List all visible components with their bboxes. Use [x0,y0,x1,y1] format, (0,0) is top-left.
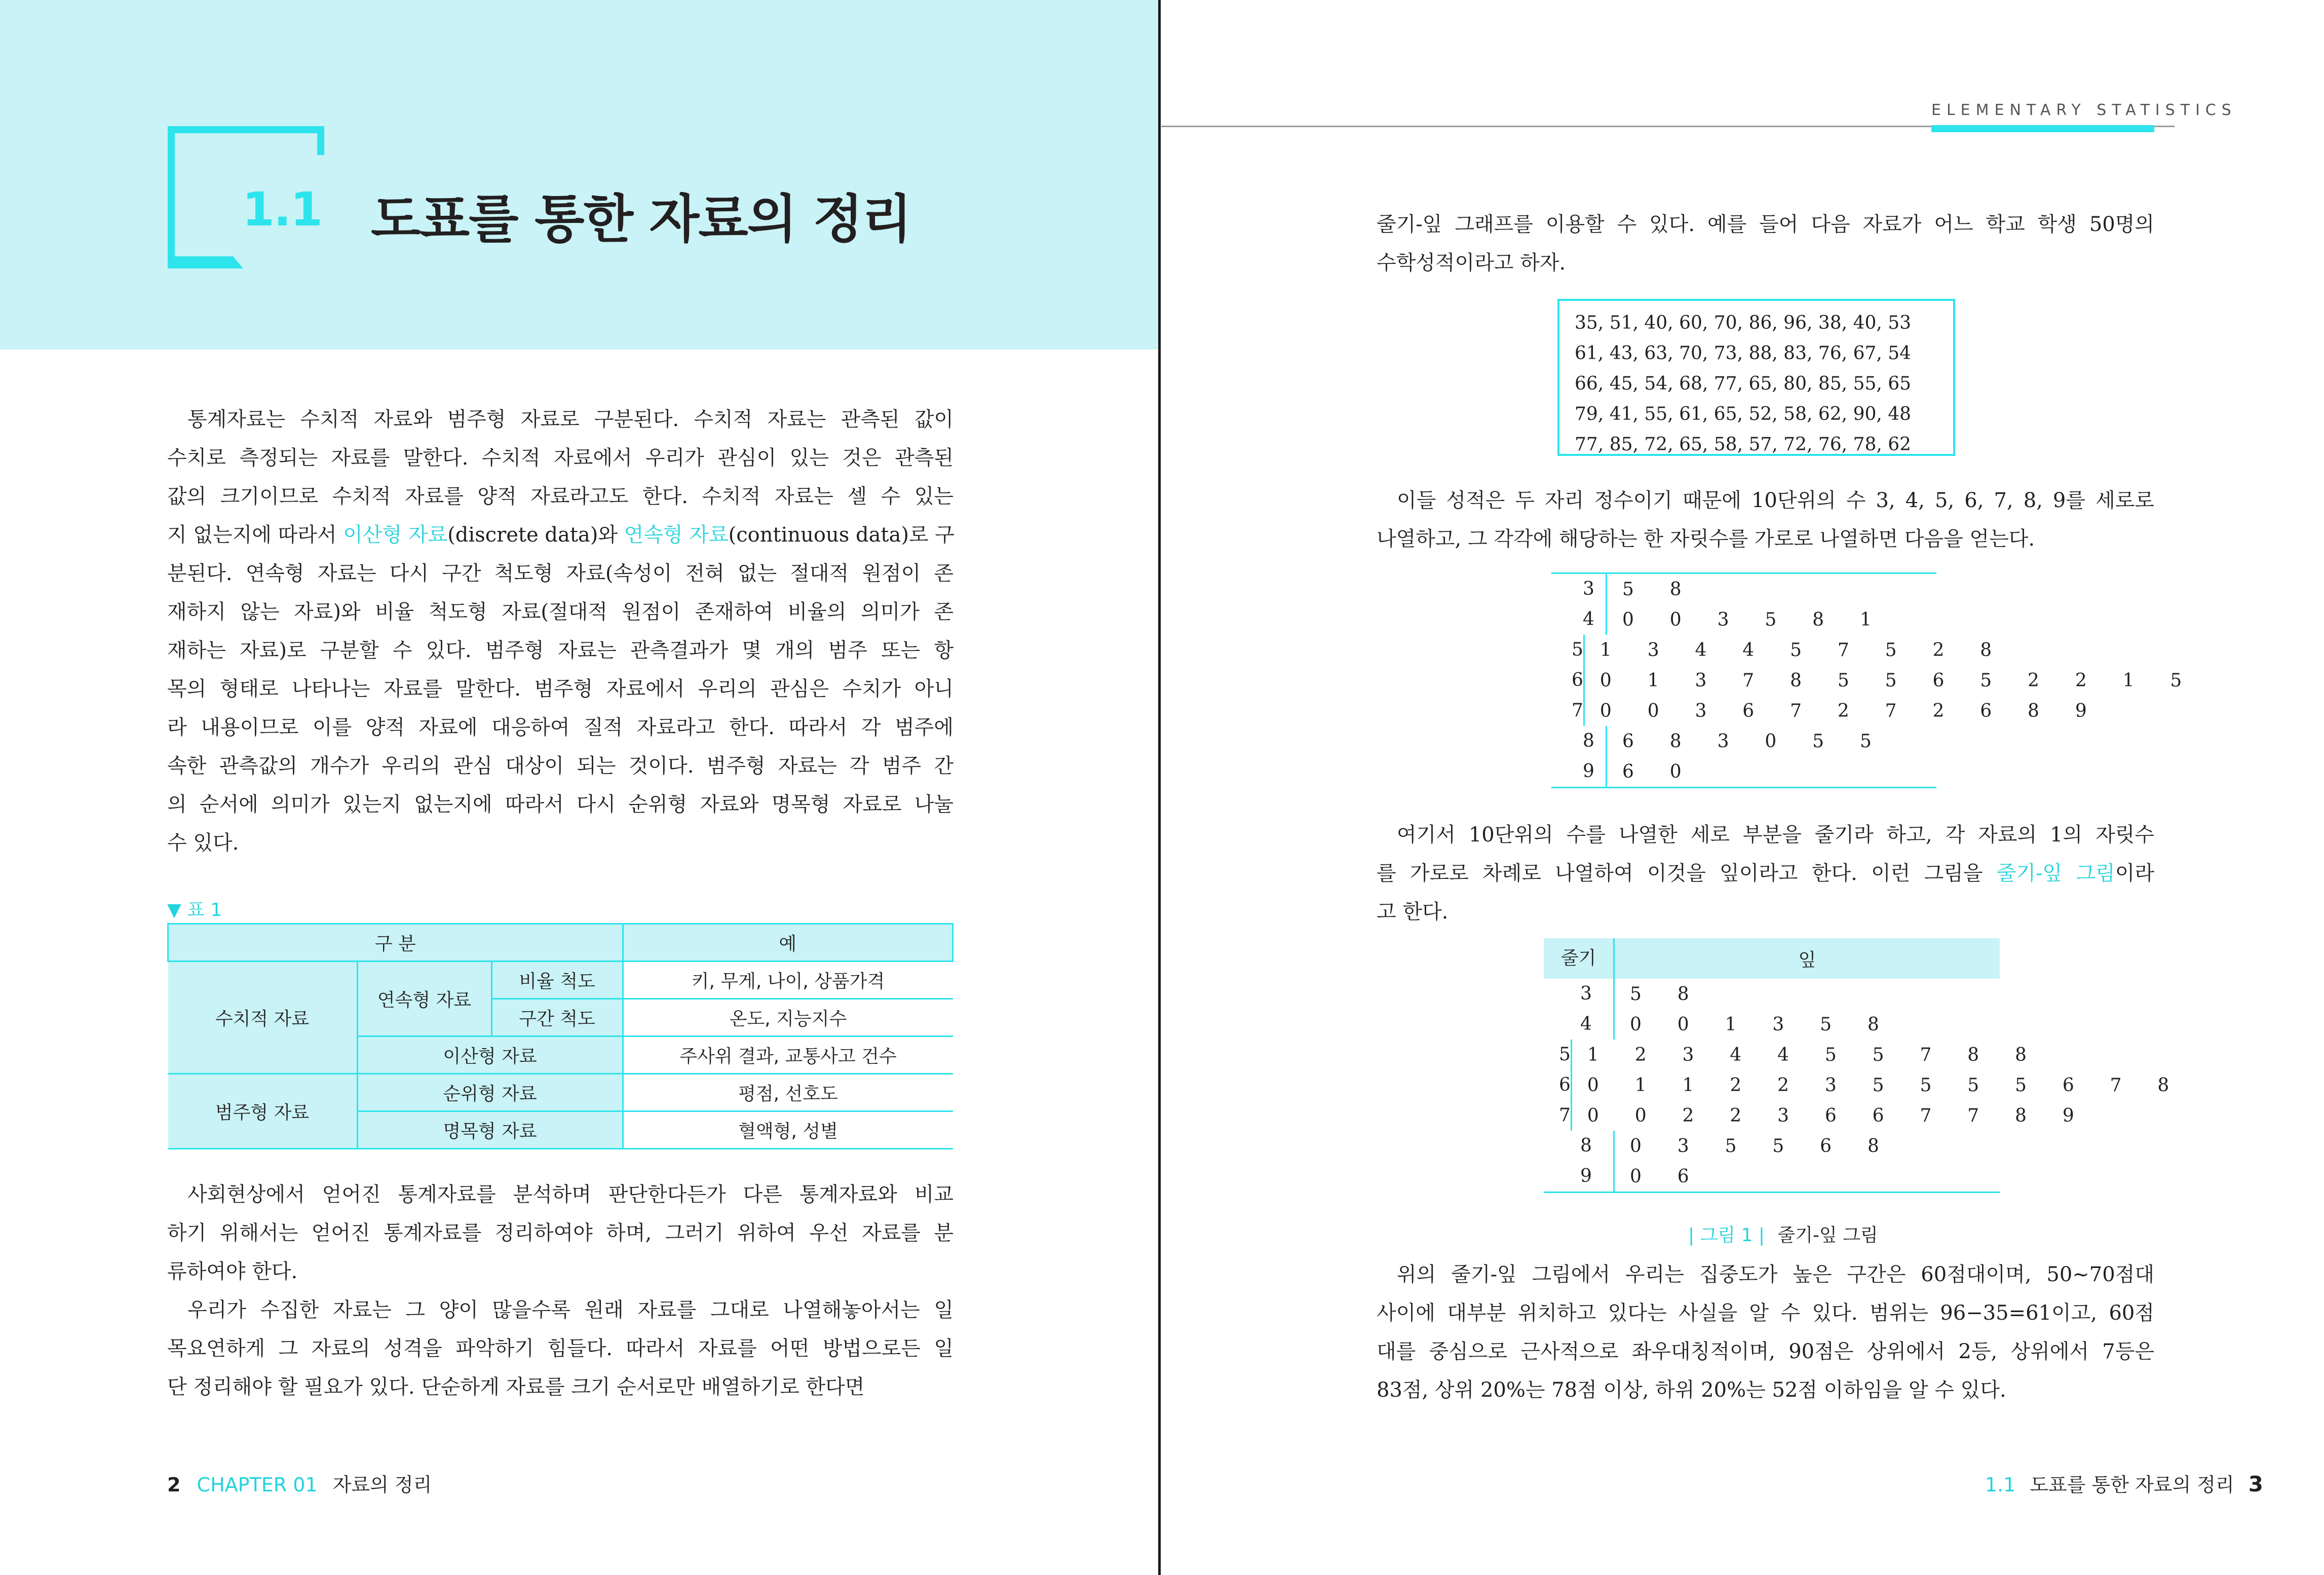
text-run: 이라 [2115,862,2154,885]
left-page [0,0,1160,1575]
right-page [1161,0,2324,1575]
stem-leaf-row [1544,1131,2000,1161]
table-caption: ▼ 표 1 [167,900,222,920]
score-row: 66, 45, 54, 68, 77, 65, 80, 85, 55, 65 [1575,373,1912,394]
stem-leaf-row [1544,1009,2000,1040]
leaf-values: 0 6 [1630,1166,1697,1187]
text-line: 값의 크기이므로 수치적 자료를 양적 자료라고도 한다. 수치적 자료는 셀 수 있는 [167,485,954,508]
highlighted-term: 연속형 자료 [624,523,729,547]
stem-leaf-row [1551,726,1936,756]
leaf-values: 0 0 3 5 8 1 [1622,609,1880,630]
text-line: 의 순서에 의미가 있는지 없는지에 따라서 다시 순위형 자료와 명목형 자료로 나눌 [167,793,954,816]
text-run: 지 없는지에 따라서 [167,523,344,547]
cell-ratio-example: 키, 무게, 나이, 상품가격 [623,962,953,999]
stem-leaf-row [1544,1070,2178,1100]
text-line: 단 정리해야 할 필요가 있다. 단순하게 자료를 크기 순서로만 배열하기로 한다면 [167,1375,865,1399]
stem-value: 6 [1544,1070,1572,1100]
data-classification-table [167,923,954,1149]
stem-value: 7 [1551,696,1585,726]
stem-value: 8 [1544,1131,1615,1161]
text-line: 대를 중심으로 근사적으로 좌우대칭적이며, 90점은 상위에서 2등, 상위에서 7등은 [1377,1340,2154,1363]
cell-discrete-example: 주사위 결과, 교통사고 건수 [623,1036,953,1074]
section-title: 도표를 통한 자료의 정리 [371,189,911,250]
score-row: 61, 43, 63, 70, 73, 88, 83, 76, 67, 54 [1575,343,1912,364]
cell-nominal-example: 혈액형, 성별 [623,1111,953,1149]
text-line [1377,854,2154,893]
text-line: 줄기-잎 그래프를 이용할 수 있다. 예를 들어 다음 자료가 어느 학교 학생 50명의 [1377,213,2154,236]
text-line: 라 내용이므로 이를 양적 자료에 대응하여 질적 자료라고 한다. 따라서 각 범주에 [167,716,954,739]
footer-section-title: 도표를 통한 자료의 정리 [2030,1474,2234,1496]
body-paragraph-2 [167,1175,954,1406]
stem-value: 3 [1551,574,1607,604]
score-row: 79, 41, 55, 61, 65, 52, 58, 62, 90, 48 [1575,404,1912,425]
running-head: ELEMENTARY STATISTICS [1931,101,2237,119]
stem-leaf-row [1551,756,1936,787]
intro-paragraph [167,400,954,862]
stem-leaf-row [1551,635,2000,665]
leaf-values: 1 3 4 4 5 7 5 2 8 [1599,639,2000,661]
cell-ordinal-example: 평점, 선호도 [623,1074,953,1111]
highlighted-term: 이산형 자료 [343,523,448,547]
stem-value: 3 [1544,979,1615,1009]
leaf-values: 1 2 3 4 4 5 5 7 8 8 [1587,1044,2035,1065]
stem-leaf-row [1544,1100,2082,1131]
running-head-bar [1931,125,2154,132]
cell-ordinal: 순위형 자료 [357,1074,623,1111]
paragraph-interpretation [1377,1255,2154,1409]
figure-caption [1688,1221,1878,1247]
cell-continuous: 연속형 자료 [357,962,491,1036]
leaf-values: 6 0 [1622,761,1690,782]
cell-numeric: 수치적 자료 [168,962,358,1074]
text-line: 통계자료는 수치적 자료와 범주형 자료로 구분된다. 수치적 자료는 관측된 값이 [167,408,954,431]
text-line: 사회현상에서 얻어진 통계자료를 분석하며 판단한다든가 다른 통계자료와 비교 [167,1183,954,1206]
text-line: 재하는 자료)로 구분할 수 있다. 범주형 자료는 관측결과가 몇 개의 범주 또는 항 [167,639,954,662]
text-line: 나열하고, 그 각각에 해당하는 한 자릿수를 가로로 나열하면 다음을 얻는다. [1377,527,2035,551]
leaf-values: 0 0 2 2 3 6 6 7 7 8 9 [1587,1105,2082,1126]
header-stem: 줄기 [1544,938,1615,979]
footer-chapter: CHAPTER 01 [197,1474,318,1496]
text-line: 이들 성적은 두 자리 정수이기 때문에 10단위의 수 3, 4, 5, 6, 7, 8, 9를 세로로 [1377,489,2154,512]
stem-value: 8 [1551,726,1607,756]
stem-leaf-row [1544,1161,2000,1192]
cell-interval-example: 온도, 지능지수 [623,999,953,1036]
table-header-example: 예 [623,924,953,962]
leaf-values: 0 1 1 2 2 3 5 5 5 5 6 7 8 [1587,1074,2178,1096]
stem-leaf-figure [1544,938,2178,1193]
text-line: 류하여야 한다. [167,1260,298,1283]
leaf-values: 0 0 3 6 7 2 7 2 6 8 9 [1599,700,2095,721]
text-line: 속한 관측값의 개수가 우리의 관심 대상이 되는 것이다. 범주형 자료는 각 범주 간 [167,754,954,778]
text-line: 사이에 대부분 위치하고 있다는 사실을 알 수 있다. 범위는 96−35=61이고, 60점 [1377,1301,2154,1325]
text-line: 하기 위해서는 얻어진 통계자료를 정리하여야 하며, 그러기 위하여 우선 자료를 분 [167,1221,954,1245]
leaf-values: 5 8 [1630,983,1697,1005]
stem-leaf-row [1551,696,2095,726]
stem-leaf-row [1551,604,1936,635]
figure-title: 줄기-잎 그림 [1777,1225,1878,1246]
text-run: (continuous data)로 구 [728,523,955,547]
score-row: 77, 85, 72, 65, 58, 57, 72, 76, 78, 62 [1575,434,1912,455]
cell-interval: 구간 척도 [491,999,623,1036]
table-header-category: 구 분 [168,924,623,962]
leaf-values: 6 8 3 0 5 5 [1622,731,1880,752]
stem-value: 4 [1551,604,1607,635]
leaf-values: 0 0 1 3 5 8 [1630,1014,1887,1035]
text-line: 83점, 상위 20%는 78점 이상, 하위 20%는 52점 이하임을 알 수 있다. [1377,1378,2006,1402]
stem-value: 6 [1551,665,1585,696]
footer-section-number: 1.1 [1985,1474,2016,1496]
stem-leaf-row [1544,1040,2035,1070]
cell-categorical: 범주형 자료 [168,1074,358,1149]
text-line: 여기서 10단위의 수를 나열한 세로 부분을 줄기라 하고, 각 자료의 1의 자릿수 [1377,823,2154,847]
text-line: 수학성적이라고 하자. [1377,251,1566,275]
stem-value: 9 [1544,1161,1615,1192]
text-line: 목의 형태로 나타나는 자료를 말한다. 범주형 자료에서 우리의 관심은 수치가 아니 [167,677,954,701]
left-footer [167,1469,432,1497]
text-line: 분된다. 연속형 자료는 다시 구간 척도형 자료(속성이 전혀 없는 절대적 원점이 존 [167,562,954,585]
cell-discrete: 이산형 자료 [357,1036,623,1074]
stem-value: 5 [1544,1040,1572,1070]
text-line: 고 한다. [1377,900,1449,924]
stem-leaf-row [1551,665,2190,696]
page-number: 3 [2248,1472,2263,1496]
leaf-values: 0 1 3 7 8 5 5 6 5 2 2 1 5 [1599,670,2190,691]
paragraph-intro-scores [1377,205,2154,282]
stem-leaf-row [1551,574,1936,604]
paragraph-stem-definition [1377,816,2154,931]
paragraph-stems [1377,481,2154,558]
text-line: 수 있다. [167,831,239,855]
highlighted-term: 줄기-잎 그림 [1996,862,2115,885]
cell-ratio: 비율 척도 [491,962,623,999]
stem-value: 7 [1544,1100,1572,1131]
scores-box [1557,299,1955,456]
stem-value: 4 [1544,1009,1615,1040]
footer-chapter-title: 자료의 정리 [332,1474,432,1496]
stem-value: 5 [1551,635,1585,665]
cell-nominal: 명목형 자료 [357,1111,623,1149]
text-line: 우리가 수집한 자료는 그 양이 많을수록 원래 자료를 그대로 나열해놓아서는 일 [167,1298,954,1322]
text-line: 수치로 측정되는 자료를 말한다. 수치적 자료에서 우리가 관심이 있는 것은 관측된 [167,446,954,470]
text-line: 재하지 않는 자료)와 비율 척도형 자료(절대적 원점이 존재하여 비율의 의미가 존 [167,600,954,624]
leaf-values: 0 3 5 5 6 8 [1630,1135,1887,1157]
score-row: 35, 51, 40, 60, 70, 86, 96, 38, 40, 53 [1575,313,1912,333]
right-footer [1985,1469,2263,1497]
text-line [167,516,954,554]
section-number: 1.1 [242,182,322,237]
header-leaf: 잎 [1798,949,1816,971]
stem-leaf-header [1544,938,2000,979]
stem-leaf-row [1544,979,2000,1009]
stem-value: 9 [1551,756,1607,787]
text-line: 목요연하게 그 자료의 성격을 파악하기 힘들다. 따라서 자료를 어떤 방법으로든 일 [167,1337,954,1360]
text-line: 위의 줄기-잎 그림에서 우리는 집중도가 높은 구간은 60점대이며, 50~70점대 [1377,1263,2154,1286]
page-number: 2 [167,1474,181,1496]
unsorted-stem-leaf [1551,572,2190,788]
text-run: (discrete data)와 [447,523,624,547]
text-run: 를 가로로 차례로 나열하여 이것을 잎이라고 한다. 이런 그림을 [1377,862,1997,885]
leaf-values: 5 8 [1622,579,1690,600]
figure-label: | 그림 1 | [1688,1225,1765,1246]
